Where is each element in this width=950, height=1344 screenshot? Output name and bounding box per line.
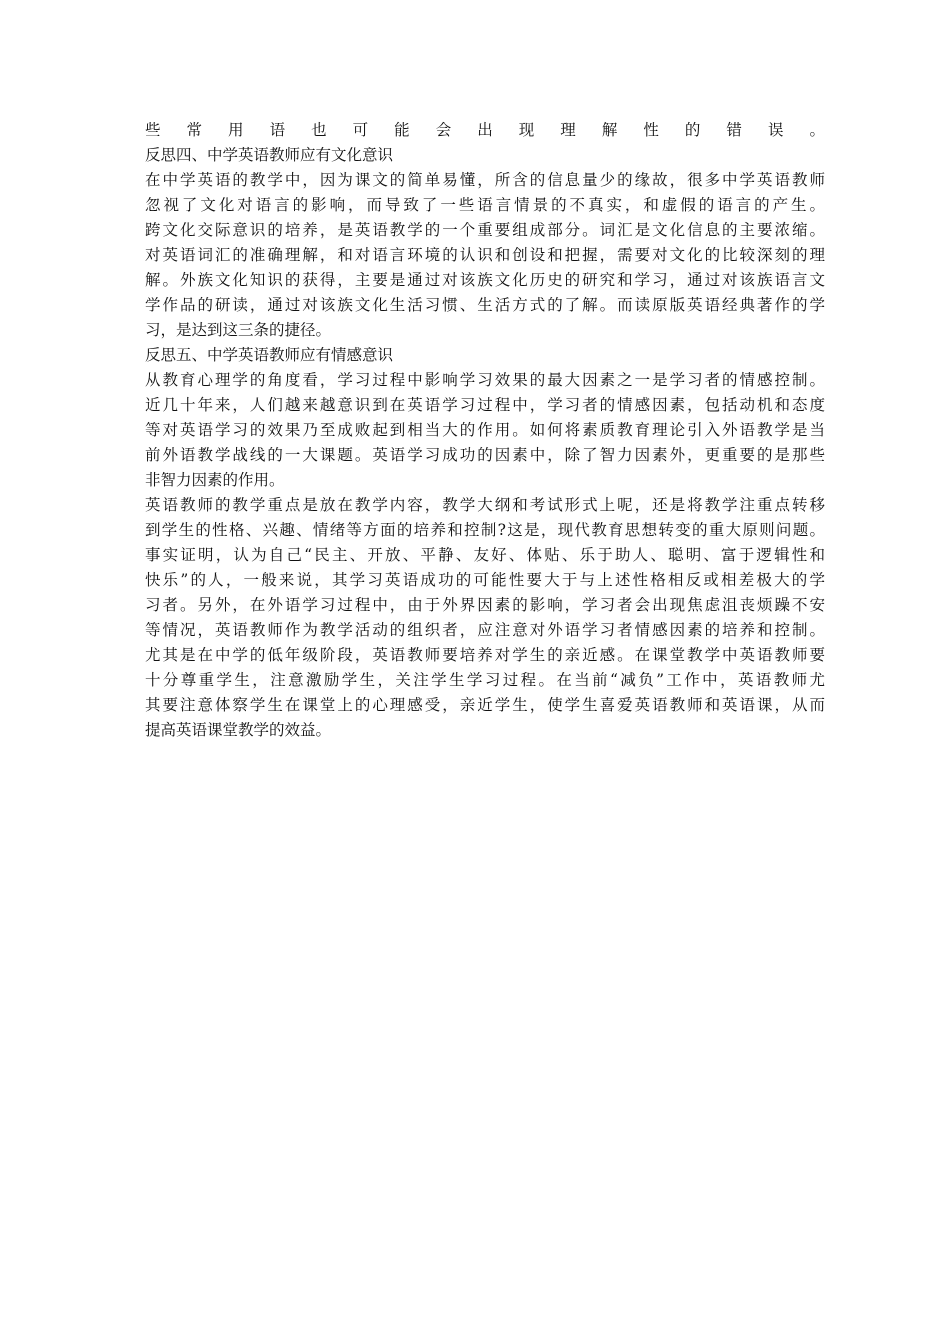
text-line: 忽视了文化对语言的影响，而导致了一些语言情景的不真实，和虚假的语言的产生。 — [145, 196, 825, 214]
text-line: 从教育心理学的角度看，学习过程中影响学习效果的最大因素之一是学习者的情感控制。 — [145, 371, 825, 389]
text-line: 学作品的研读，通过对该族文化生活习惯、生活方式的了解。而读原版英语经典著作的学 — [145, 296, 825, 314]
text-line: 些常用语也可能会出现理解性的错误。 — [145, 121, 825, 139]
section-heading-4: 反思四、中学英语教师应有文化意识 — [145, 146, 394, 164]
text-line: 快乐”的人，一般来说，其学习英语成功的可能性要大于与上述性格相反或相差极大的学 — [145, 571, 825, 589]
text-line: 对英语词汇的准确理解，和对语言环境的认识和创设和把握，需要对文化的比较深刻的理 — [145, 246, 825, 264]
text-line: 英语教师的教学重点是放在教学内容，教学大纲和考试形式上呢，还是将教学注重点转移 — [145, 496, 825, 514]
document-body — [145, 118, 825, 743]
text-line: 尤其是在中学的低年级阶段，英语教师要培养对学生的亲近感。在课堂教学中英语教师要 — [145, 646, 825, 664]
text-line: 十分尊重学生，注意激励学生，关注学生学习过程。在当前“减负”工作中，英语教师尤 — [145, 671, 825, 689]
text-line: 前外语教学战线的一大课题。英语学习成功的因素中，除了智力因素外，更重要的是那些 — [145, 446, 825, 464]
text-line: 其要注意体察学生在课堂上的心理感受，亲近学生，使学生喜爱英语教师和英语课，从而 — [145, 696, 825, 714]
text-line: 在中学英语的教学中，因为课文的简单易懂，所含的信息量少的缘故，很多中学英语教师 — [145, 171, 825, 189]
text-line: 提高英语课堂教学的效益。 — [145, 721, 332, 739]
text-line: 到学生的性格、兴趣、情绪等方面的培养和控制?这是，现代教育思想转变的重大原则问题。 — [145, 521, 825, 539]
text-line: 习者。另外，在外语学习过程中，由于外界因素的影响，学习者会出现焦虑沮丧烦躁不安 — [145, 596, 825, 614]
text-line: 事实证明，认为自己“民主、开放、平静、友好、体贴、乐于助人、聪明、富于逻辑性和 — [145, 546, 825, 564]
text-line: 跨文化交际意识的培养，是英语教学的一个重要组成部分。词汇是文化信息的主要浓缩。 — [145, 221, 825, 239]
text-line: 近几十年来，人们越来越意识到在英语学习过程中，学习者的情感因素，包括动机和态度 — [145, 396, 825, 414]
text-line: 等对英语学习的效果乃至成败起到相当大的作用。如何将素质教育理论引入外语教学是当 — [145, 421, 825, 439]
text-line: 等情况，英语教师作为教学活动的组织者，应注意对外语学习者情感因素的培养和控制。 — [145, 621, 825, 639]
text-line: 解。外族文化知识的获得，主要是通过对该族文化历史的研究和学习，通过对该族语言文 — [145, 271, 825, 289]
text-line: 非智力因素的作用。 — [145, 471, 285, 489]
section-heading-5: 反思五、中学英语教师应有情感意识 — [145, 346, 394, 364]
text-line: 习，是达到这三条的捷径。 — [145, 321, 332, 339]
